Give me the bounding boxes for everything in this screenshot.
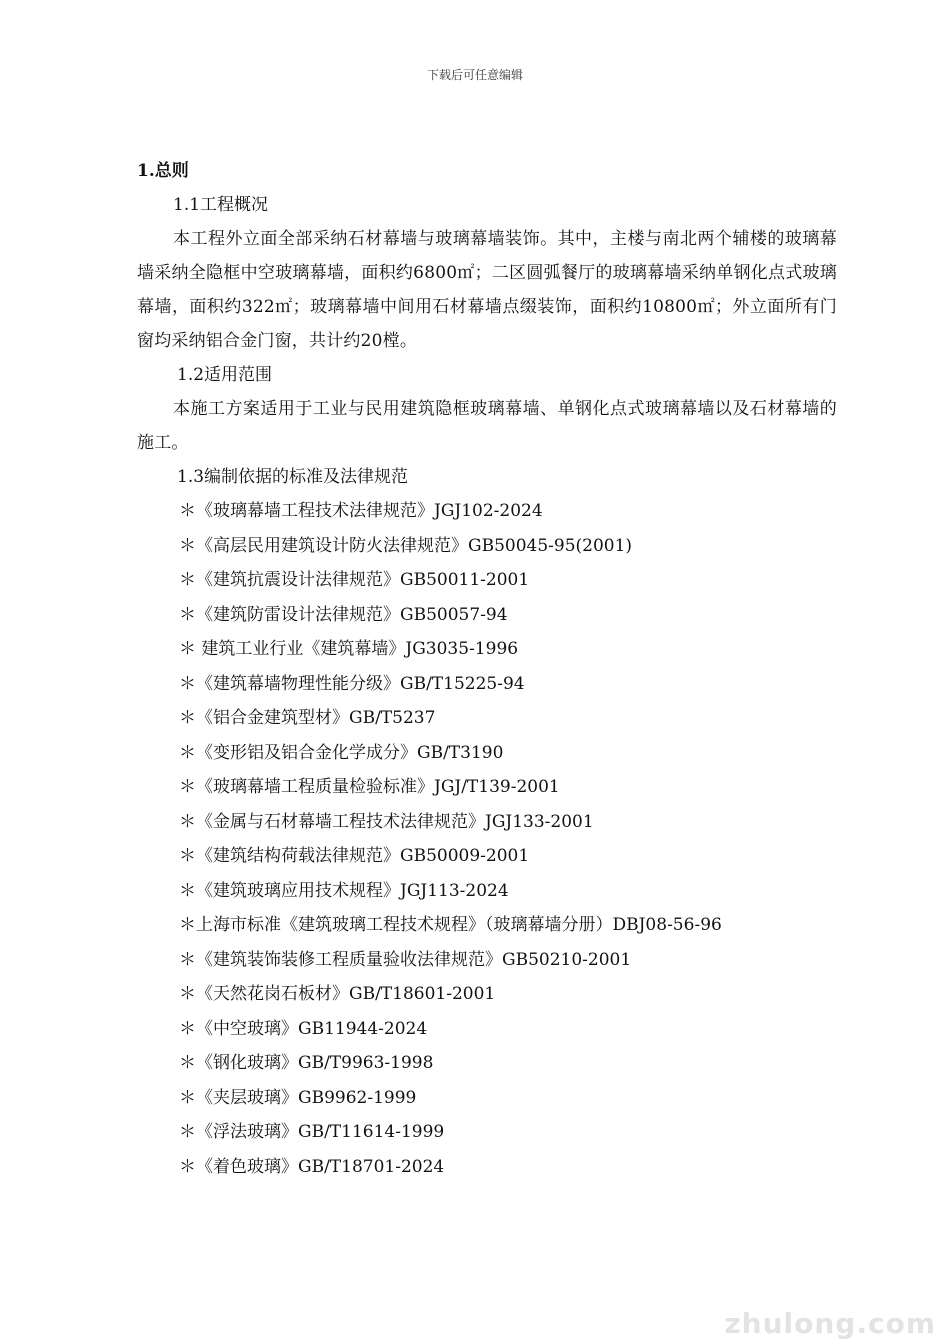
list-item: ＊《着色玻璃》GB/T18701-2024 — [179, 1156, 445, 1177]
list-item: ＊《建筑抗震设计法律规范》GB50011-2001 — [179, 570, 530, 590]
list-item: ＊《建筑装饰装修工程质量验收法律规范》GB50210-2001 — [179, 949, 632, 970]
subsection-title-scope: 1.2适用范围 — [177, 365, 273, 385]
list-item: ＊《建筑玻璃应用技术规程》JGJ113-2024 — [179, 880, 509, 901]
paragraph-overview: 本工程外立面全部采纳石材幕墙与玻璃幕墙装饰。其中，主楼与南北两个辅楼的玻璃幕墙采纳全隐框中空玻璃幕墙，面积约6800㎡；二区圆弧餐厅的玻璃幕墙采纳单钢化点式玻璃幕墙，面积约322㎡；玻璃幕墙中间用石材幕墙点缀装饰，面积约10800㎡；外立面所有门窗均采纳铝合金门窗，共计约20樘。 — [137, 229, 837, 351]
list-item: ＊《建筑防雷设计法律规范》GB50057-94 — [179, 604, 508, 625]
subsection-title-standards: 1.3编制依据的标准及法律规范 — [177, 467, 409, 487]
list-item: ＊《玻璃幕墙工程技术法律规范》JGJ102-2024 — [179, 501, 543, 521]
list-item: ＊上海市标准《建筑玻璃工程技术规程》（玻璃幕墙分册）DBJ08-56-96 — [179, 915, 722, 935]
list-item: ＊ 建筑工业行业《建筑幕墙》JG3035-1996 — [179, 639, 519, 659]
page-header: 下载后可任意编辑 — [426, 68, 523, 82]
list-item: ＊《铝合金建筑型材》GB/T5237 — [179, 708, 436, 728]
section-title: 1.总则 — [137, 161, 189, 181]
list-item: ＊《浮法玻璃》GB/T11614-1999 — [179, 1122, 445, 1142]
list-item: ＊《夹层玻璃》GB9962-1999 — [179, 1087, 417, 1108]
list-item: ＊《天然花岗石板材》GB/T18601-2001 — [179, 984, 496, 1004]
list-item: ＊《变形铝及铝合金化学成分》GB/T3190 — [179, 742, 504, 763]
document-body — [137, 154, 837, 1184]
list-item: ＊《建筑幕墙物理性能分级》GB/T15225-94 — [179, 673, 525, 694]
paragraph-scope: 本施工方案适用于工业与民用建筑隐框玻璃幕墙、单钢化点式玻璃幕墙以及石材幕墙的施工。 — [137, 399, 837, 453]
list-item: ＊《中空玻璃》GB11944-2024 — [179, 1018, 428, 1039]
watermark: zhulong.com — [724, 1307, 936, 1340]
list-item: ＊《高层民用建筑设计防火法律规范》GB50045-95(2001) — [179, 535, 633, 556]
list-item: ＊《玻璃幕墙工程质量检验标准》JGJ/T139-2001 — [179, 777, 560, 797]
list-item: ＊《建筑结构荷载法律规范》GB50009-2001 — [179, 846, 530, 866]
list-item: ＊《金属与石材幕墙工程技术法律规范》JGJ133-2001 — [179, 811, 594, 832]
subsection-title-overview: 1.1工程概况 — [173, 195, 269, 215]
standards-list — [137, 494, 837, 1184]
list-item: ＊《钢化玻璃》GB/T9963-1998 — [179, 1053, 434, 1073]
